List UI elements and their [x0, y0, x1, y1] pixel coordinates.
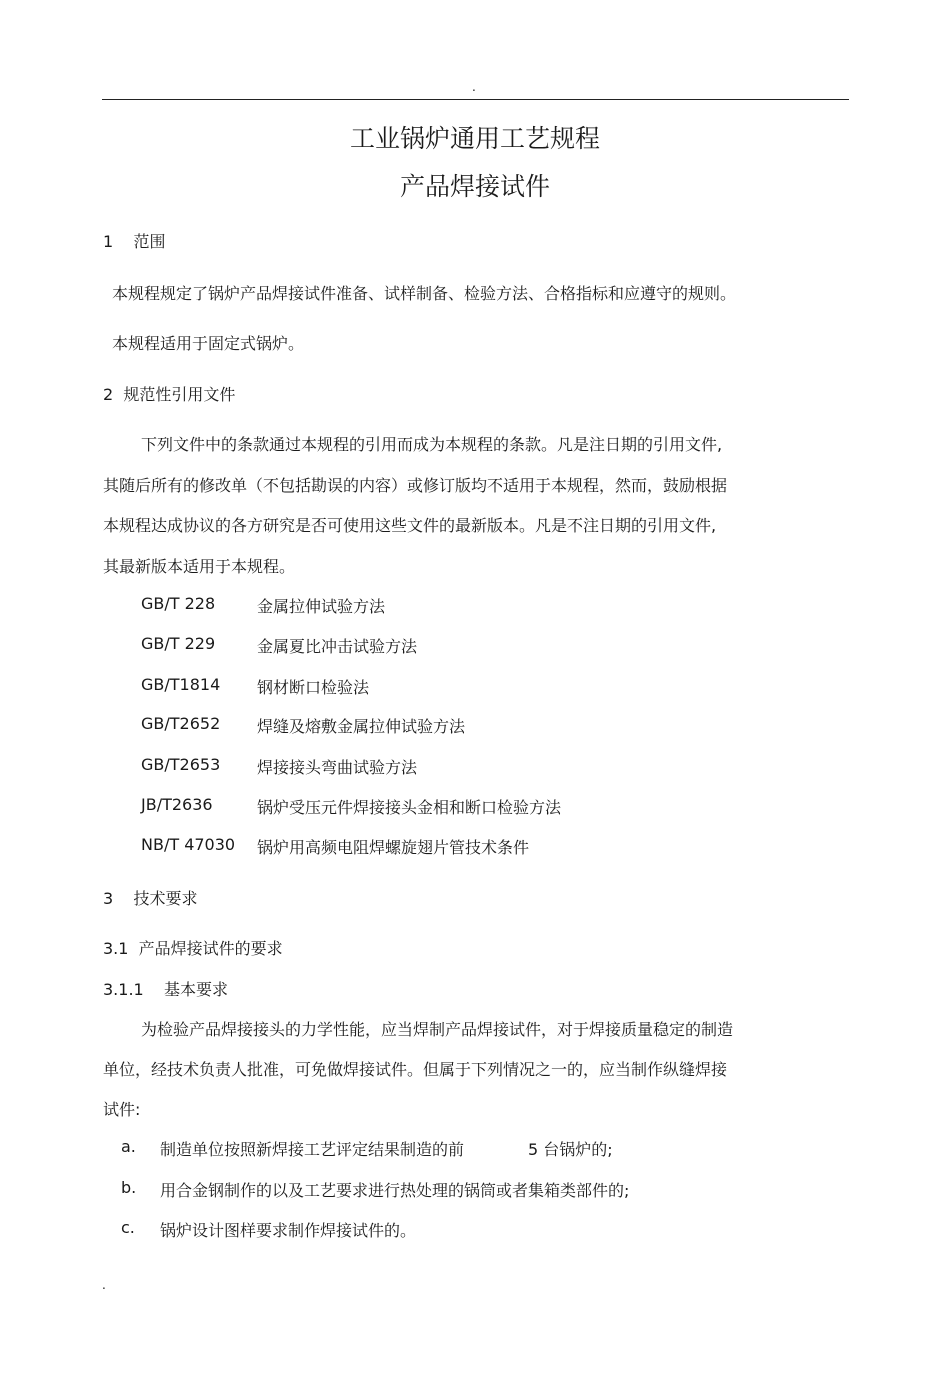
reference-code: GB/T2653: [141, 755, 221, 774]
reference-code: NB/T 47030: [141, 835, 236, 854]
section-3-1-1-heading: 3.1.1 基本要求: [103, 980, 229, 999]
reference-name: 金属拉伸试验方法: [257, 597, 386, 616]
section-2-heading: 2 规范性引用文件: [103, 385, 236, 404]
reference-name: 锅炉受压元件焊接接头金相和断口检验方法: [257, 798, 562, 817]
list-item-marker: c.: [121, 1218, 135, 1237]
reference-name: 焊接接头弯曲试验方法: [257, 758, 418, 777]
reference-code: GB/T1814: [141, 675, 221, 694]
document-subtitle: 产品焊接试件: [399, 172, 550, 201]
section-1-paragraph-2: 本规程适用于固定式锅炉。: [112, 334, 305, 353]
header-rule: [102, 99, 849, 100]
reference-name: 金属夏比冲击试验方法: [257, 637, 418, 656]
reference-name: 钢材断口检验法: [257, 678, 370, 697]
list-item-marker: b.: [121, 1178, 137, 1197]
list-item-text: 锅炉设计图样要求制作焊接试件的。: [160, 1221, 417, 1240]
section-3-line-2: 单位，经技术负责人批准，可免做焊接试件。但属于下列情况之一的，应当制作纵缝焊接: [103, 1060, 728, 1079]
list-item-text: 制造单位按照新焊接工艺评定结果制造的前: [160, 1140, 465, 1159]
section-3-line-1: 为检验产品焊接接头的力学性能，应当焊制产品焊接试件，对于焊接质量稳定的制造: [141, 1020, 734, 1039]
section-2-line-1: 下列文件中的条款通过本规程的引用而成为本规程的条款。凡是注日期的引用文件,: [141, 435, 723, 454]
section-3-line-3: 试件:: [103, 1100, 141, 1119]
list-item-text: 用合金钢制作的以及工艺要求进行热处理的锅筒或者集箱类部件的;: [160, 1181, 630, 1200]
section-3-heading: 3 技术要求: [103, 889, 198, 908]
reference-code: JB/T2636: [141, 795, 213, 814]
footer-dot: .: [102, 1278, 106, 1292]
section-2-line-4: 其最新版本适用于本规程。: [103, 557, 296, 576]
reference-code: GB/T2652: [141, 714, 221, 733]
reference-code: GB/T 228: [141, 594, 216, 613]
section-1-paragraph-1: 本规程规定了锅炉产品焊接试件准备、试样制备、检验方法、合格指标和应遵守的规则。: [112, 284, 737, 303]
section-2-line-2: 其随后所有的修改单（不包括勘误的内容）或修订版均不适用于本规程，然而，鼓励根据: [103, 476, 728, 495]
list-item-marker: a.: [121, 1137, 136, 1156]
document-title: 工业锅炉通用工艺规程: [349, 124, 600, 153]
section-1-heading: 1 范围: [103, 232, 166, 251]
reference-name: 锅炉用高频电阻焊螺旋翅片管技术条件: [257, 838, 530, 857]
reference-code: GB/T 229: [141, 634, 216, 653]
section-2-line-3: 本规程达成协议的各方研究是否可使用这些文件的最新版本。凡是不注日期的引用文件,: [103, 516, 717, 535]
header-dot: .: [472, 80, 476, 94]
list-item-text: 5 台锅炉的;: [528, 1140, 613, 1159]
reference-name: 焊缝及熔敷金属拉伸试验方法: [257, 717, 466, 736]
section-3-1-heading: 3.1 产品焊接试件的要求: [103, 939, 283, 958]
